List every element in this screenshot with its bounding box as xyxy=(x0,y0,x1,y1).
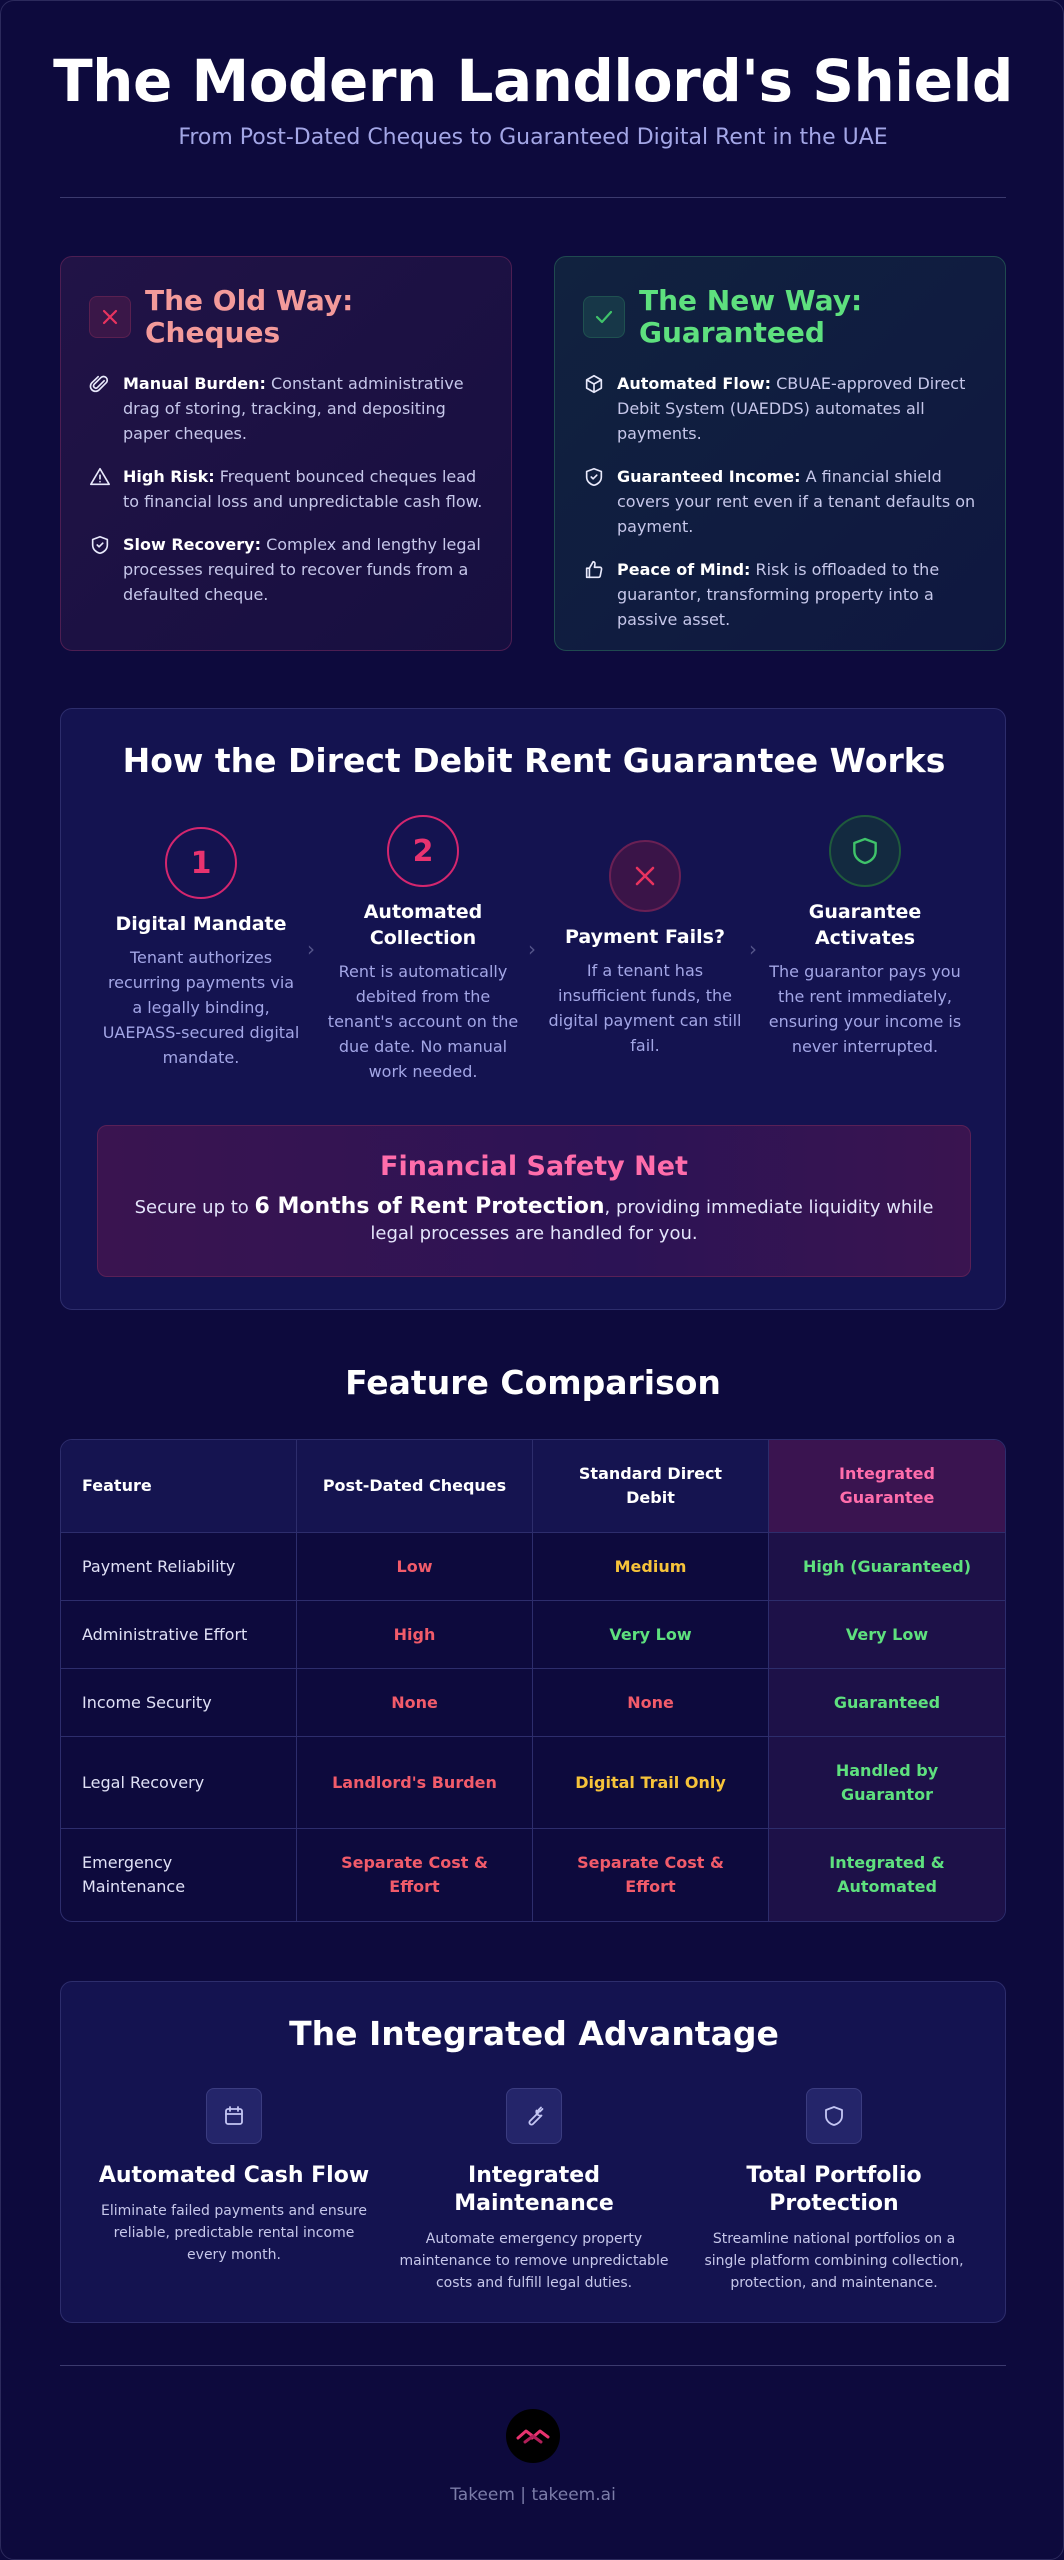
step-payment-fails xyxy=(545,840,745,1058)
step-number: 2 xyxy=(387,815,459,887)
page-title: The Modern Landlord's Shield xyxy=(53,47,1013,115)
step-guarantee-activates xyxy=(765,815,965,1059)
table-row xyxy=(61,1669,1005,1737)
thumbs-up-icon xyxy=(583,559,605,581)
table-cell-guarantee: Integrated & Automated xyxy=(769,1829,1005,1921)
table-row xyxy=(61,1829,1005,1921)
takeem-logo xyxy=(506,2409,560,2463)
paperclip-icon xyxy=(89,373,111,395)
safety-net-title: Financial Safety Net xyxy=(380,1151,688,1182)
table-row xyxy=(61,1601,1005,1669)
point-label: Automated Flow: xyxy=(617,374,771,393)
x-icon xyxy=(609,840,681,912)
financial-safety-net xyxy=(97,1125,971,1277)
comparison-table xyxy=(60,1439,1006,1922)
advantage-name: Total Portfolio Protection xyxy=(746,2163,922,2216)
shield-check-icon xyxy=(583,466,605,488)
table-cell-cheques: High xyxy=(297,1601,533,1668)
column-header: Integrated Guarantee xyxy=(769,1440,1005,1532)
old-way-point xyxy=(89,532,483,607)
page-subtitle: From Post-Dated Cheques to Guaranteed Digital Rent in the UAE xyxy=(178,125,888,150)
integrated-advantage-section xyxy=(60,1981,1006,2323)
table-cell-guarantee: Handled by Guarantor xyxy=(769,1737,1005,1828)
table-cell-debit: None xyxy=(533,1669,769,1736)
advantage-description: Streamline national portfolios on a single platform combining collection, protection, and maintenance. xyxy=(704,2231,964,2291)
check-icon xyxy=(583,296,625,338)
step-description: Rent is automatically debited from the tenant's account on the due date. No manual work needed. xyxy=(327,962,519,1081)
table-body xyxy=(61,1533,1005,1921)
old-way-point xyxy=(89,464,483,514)
table-cell-cheques: Separate Cost & Effort xyxy=(297,1829,533,1921)
safety-net-text-after: , providing immediate liquidity while legal processes are handled for you. xyxy=(370,1197,934,1244)
advantage-title: The Integrated Advantage xyxy=(289,2014,779,2053)
point-label: Peace of Mind: xyxy=(617,560,751,579)
table-row xyxy=(61,1737,1005,1829)
point-label: Guaranteed Income: xyxy=(617,467,801,486)
advantage-item xyxy=(94,2088,374,2266)
advantage-item xyxy=(694,2088,974,2294)
new-way-card xyxy=(554,256,1006,651)
point-label: Manual Burden: xyxy=(123,374,266,393)
old-way-title: The Old Way: Cheques xyxy=(145,284,354,349)
step-title: Guarantee Activates xyxy=(808,901,922,949)
shield-icon xyxy=(806,2088,862,2144)
advantage-item xyxy=(394,2088,674,2294)
shield-alert-icon xyxy=(89,534,111,556)
table-cell-guarantee: Guaranteed xyxy=(769,1669,1005,1736)
column-header: Post-Dated Cheques xyxy=(297,1440,533,1532)
advantage-description: Automate emergency property maintenance to remove unpredictable costs and fulfill legal duties. xyxy=(399,2231,669,2291)
table-cell-cheques: Low xyxy=(297,1533,533,1600)
step-automated-collection xyxy=(323,815,523,1084)
old-way-point xyxy=(89,371,483,446)
table-cell-feature: Income Security xyxy=(61,1669,297,1736)
how-it-works-section xyxy=(60,708,1006,1310)
point-label: High Risk: xyxy=(123,467,215,486)
table-cell-cheques: Landlord's Burden xyxy=(297,1737,533,1828)
shield-icon xyxy=(829,815,901,887)
advantage-name: Integrated Maintenance xyxy=(454,2163,614,2216)
table-cell-debit: Very Low xyxy=(533,1601,769,1668)
safety-net-text xyxy=(134,1194,934,1247)
table-header-row xyxy=(61,1440,1005,1533)
new-way-point xyxy=(583,464,977,539)
chevron-right-icon: › xyxy=(749,937,757,961)
new-way-point xyxy=(583,557,977,632)
step-description: The guarantor pays you the rent immediately, ensuring your income is never interrupted. xyxy=(768,962,962,1056)
cube-icon xyxy=(583,373,605,395)
point-text: Frequent bounced cheques lead to financial loss and unpredictable cash flow. xyxy=(123,467,483,511)
step-description: If a tenant has insufficient funds, the digital payment can still fail. xyxy=(548,961,742,1055)
table-cell-feature: Administrative Effort xyxy=(61,1601,297,1668)
warning-icon xyxy=(89,466,111,488)
table-cell-debit: Separate Cost & Effort xyxy=(533,1829,769,1921)
advantage-description: Eliminate failed payments and ensure reliable, predictable rental income every month. xyxy=(100,2203,367,2263)
table-cell-cheques: None xyxy=(297,1669,533,1736)
x-icon xyxy=(89,296,131,338)
point-text: CBUAE-approved Direct Debit System (UAEDDS) automates all payments. xyxy=(617,374,966,443)
table-cell-debit: Digital Trail Only xyxy=(533,1737,769,1828)
divider xyxy=(60,2365,1006,2366)
calendar-icon xyxy=(206,2088,262,2144)
step-digital-mandate xyxy=(101,827,301,1070)
step-title: Digital Mandate xyxy=(115,913,287,935)
safety-net-text-before: Secure up to xyxy=(134,1197,255,1218)
chevron-right-icon: › xyxy=(528,937,536,961)
point-text: A financial shield covers your rent even if a tenant defaults on payment. xyxy=(617,467,976,536)
point-label: Slow Recovery: xyxy=(123,535,261,554)
wrench-icon xyxy=(506,2088,562,2144)
step-title: Automated Collection xyxy=(363,901,483,949)
divider xyxy=(60,197,1006,198)
table-cell-feature: Legal Recovery xyxy=(61,1737,297,1828)
table-row xyxy=(61,1533,1005,1601)
new-way-title: The New Way: Guaranteed xyxy=(639,284,863,349)
comparison-title: Feature Comparison xyxy=(345,1363,721,1402)
advantage-name: Automated Cash Flow xyxy=(98,2163,370,2188)
step-description: Tenant authorizes recurring payments via a legally binding, UAEPASS-secured digital mandate. xyxy=(102,948,300,1067)
step-number: 1 xyxy=(165,827,237,899)
how-it-works-title: How the Direct Debit Rent Guarantee Works xyxy=(122,741,946,780)
table-cell-guarantee: High (Guaranteed) xyxy=(769,1533,1005,1600)
table-cell-feature: Payment Reliability xyxy=(61,1533,297,1600)
table-cell-debit: Medium xyxy=(533,1533,769,1600)
point-text: Risk is offloaded to the guarantor, transforming property into a passive asset. xyxy=(617,560,940,629)
table-cell-guarantee: Very Low xyxy=(769,1601,1005,1668)
safety-net-highlight: 6 Months of Rent Protection xyxy=(254,1194,605,1219)
column-header: Standard Direct Debit xyxy=(533,1440,769,1532)
point-text: Constant administrative drag of storing, tracking, and depositing paper cheques. xyxy=(123,374,464,443)
column-header: Feature xyxy=(61,1440,297,1532)
chevron-right-icon: › xyxy=(307,937,315,961)
step-title: Payment Fails? xyxy=(565,926,725,948)
point-text: Complex and lengthy legal processes required to recover funds from a defaulted cheque. xyxy=(123,535,481,604)
footer-text: Takeem | takeem.ai xyxy=(450,2485,616,2505)
old-way-card xyxy=(60,256,512,651)
new-way-point xyxy=(583,371,977,446)
table-cell-feature: Emergency Maintenance xyxy=(61,1829,297,1921)
